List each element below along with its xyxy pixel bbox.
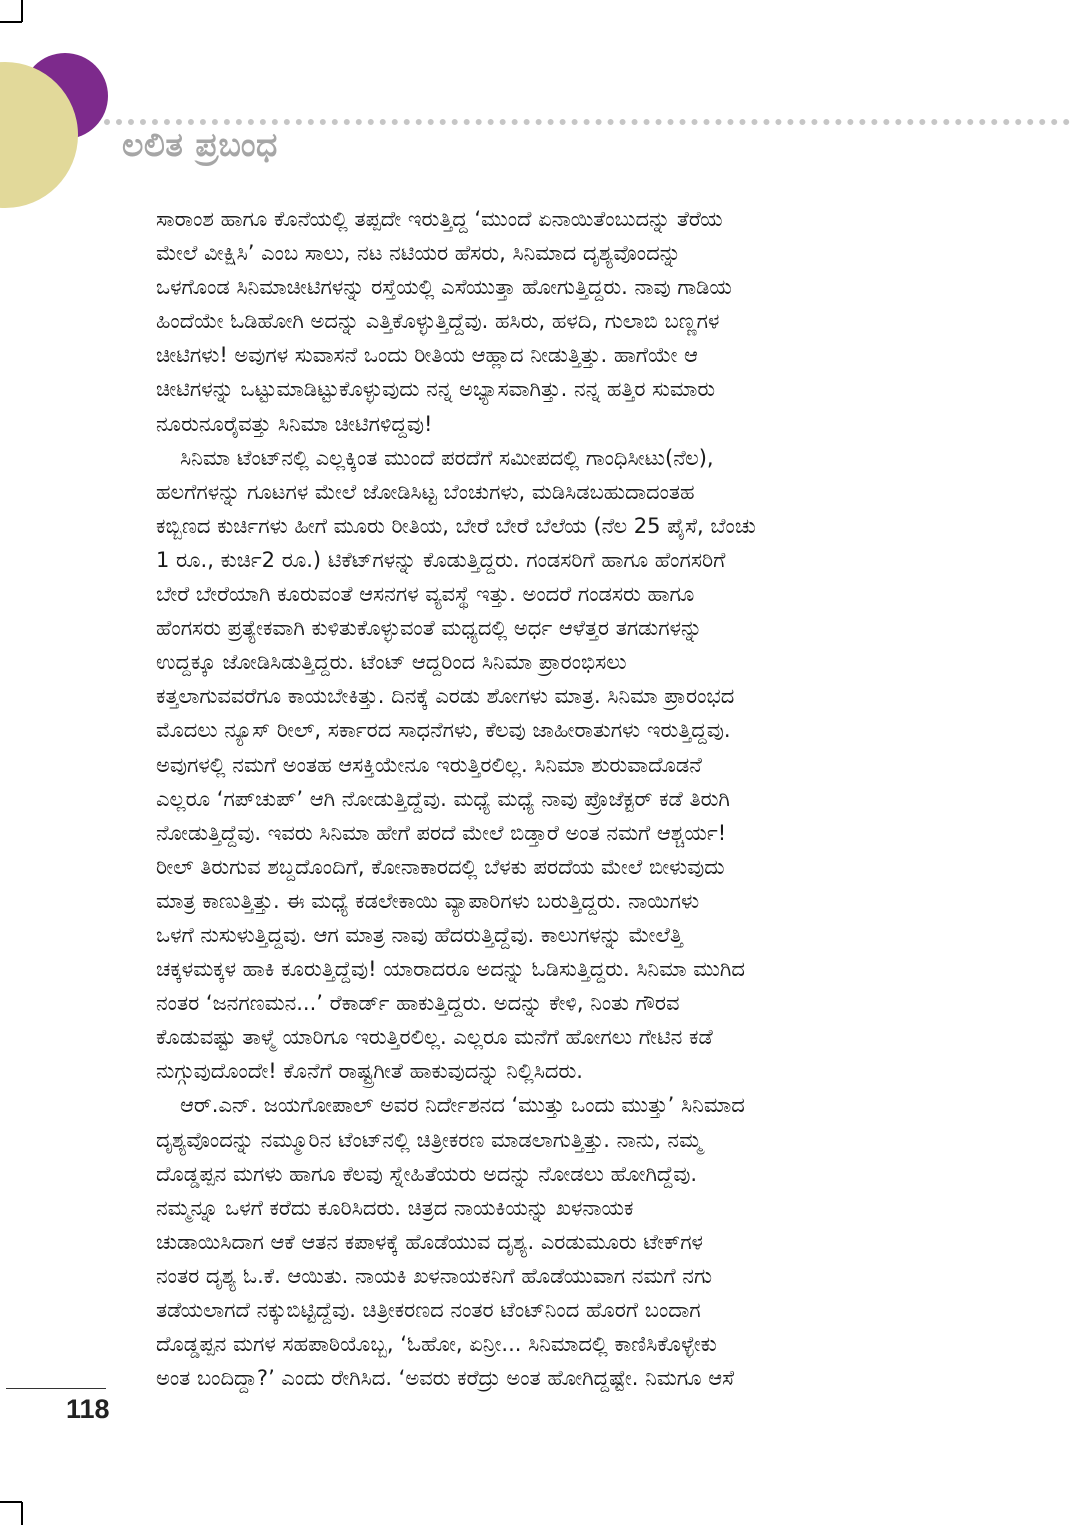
crop-mark-top-vertical (21, 0, 23, 22)
text-line: ಬೇರೆ ಬೇರೆಯಾಗಿ ಕೂರುವಂತೆ ಆಸನಗಳ ವ್ಯವಸ್ಥೆ ಇತ್ತು. ಅಂದರೆ ಗಂಡಸರು ಹಾಗೂ (156, 582, 695, 607)
footer-rule (6, 1388, 106, 1389)
text-line: ಮೊದಲು ನ್ಯೂಸ್ ರೀಲ್, ಸರ್ಕಾರದ ಸಾಧನೆಗಳು, ಕೆಲವು ಜಾಹೀರಾತುಗಳು ಇರುತ್ತಿದ್ದವು. (156, 718, 731, 743)
text-line: ಹಲಗೆಗಳನ್ನು ಗೂಟಗಳ ಮೇಲೆ ಜೋಡಿಸಿಟ್ಟ ಬೆಂಚುಗಳು, ಮಡಿಸಿಡಬಹುದಾದಂತಹ (156, 479, 695, 504)
crop-mark-bottom-horizontal (0, 1501, 22, 1503)
text-line: ಹೆಂಗಸರು ಪ್ರತ್ಯೇಕವಾಗಿ ಕುಳಿತುಕೊಳ್ಳುವಂತೆ ಮಧ್ಯದಲ್ಲಿ ಅರ್ಧ ಆಳೆತ್ತರ ತಗಡುಗಳನ್ನು (156, 616, 703, 641)
text-line: ಚಕ್ಕಳಮಕ್ಕಳ ಹಾಕಿ ಕೂರುತ್ತಿದ್ದೆವು! ಯಾರಾದರೂ ಅದನ್ನು ಓಡಿಸುತ್ತಿದ್ದರು. ಸಿನಿಮಾ ಮುಗಿದ (156, 957, 745, 982)
text-line: ನುಗ್ಗುವುದೊಂದೇ! ಕೊನೆಗೆ ರಾಷ್ಟ್ರಗೀತೆ ಹಾಕುವುದನ್ನು ನಿಲ್ಲಿಸಿದರು. (156, 1059, 583, 1084)
text-line: ನಮ್ಮನ್ನೂ ಒಳಗೆ ಕರೆದು ಕೂರಿಸಿದರು. ಚಿತ್ರದ ನಾಯಕಿಯನ್ನು ಖಳನಾಯಕ (156, 1195, 634, 1220)
text-line: 1 ರೂ., ಕುರ್ಚಿ2 ರೂ.) ಟಿಕೆಟ್‌ಗಳನ್ನು ಕೊಡುತ್ತಿದ್ದರು. ಗಂಡಸರಿಗೆ ಹಾಗೂ ಹೆಂಗಸರಿಗೆ (156, 547, 726, 572)
text-line: ನೋಡುತ್ತಿದ್ದೆವು. ಇವರು ಸಿನಿಮಾ ಹೇಗೆ ಪರದೆ ಮೇಲೆ ಬಿಡ್ತಾರೆ ಅಂತ ನಮಗೆ ಆಶ್ಚರ್ಯ! (156, 820, 727, 845)
text-line: ಎಲ್ಲರೂ ‘ಗಪ್‌ಚುಪ್’ ಆಗಿ ನೋಡುತ್ತಿದ್ದೆವು. ಮಧ್ಯೆ ಮಧ್ಯೆ ನಾವು ಪ್ರೊಜೆಕ್ಟರ್ ಕಡೆ ತಿರುಗಿ (156, 786, 730, 811)
text-line: ಒಳಗೊಂಡ ಸಿನಿಮಾಚೀಟಿಗಳನ್ನು ರಸ್ತೆಯಲ್ಲಿ ಎಸೆಯುತ್ತಾ ಹೋಗುತ್ತಿದ್ದರು. ನಾವು ಗಾಡಿಯ (156, 275, 732, 300)
text-line: ನಂತರ ‘ಜನಗಣಮನ...’ ರೆಕಾರ್ಡ್ ಹಾಕುತ್ತಿದ್ದರು. ಅದನ್ನು ಕೇಳಿ, ನಿಂತು ಗೌರವ (156, 991, 680, 1016)
text-line: ಚೀಟಿಗಳು! ಅವುಗಳ ಸುವಾಸನೆ ಒಂದು ರೀತಿಯ ಆಹ್ಲಾದ ನೀಡುತ್ತಿತ್ತು. ಹಾಗೆಯೇ ಆ (156, 343, 698, 368)
text-line: ರೀಲ್ ತಿರುಗುವ ಶಬ್ದದೊಂದಿಗೆ, ಕೋನಾಕಾರದಲ್ಲಿ ಬೆಳಕು ಪರದೆಯ ಮೇಲೆ ಬೀಳುವುದು (156, 854, 725, 879)
text-line: ದೊಡ್ಡಪ್ಪನ ಮಗಳು ಹಾಗೂ ಕೆಲವು ಸ್ನೇಹಿತೆಯರು ಅದನ್ನು ನೋಡಲು ಹೋಗಿದ್ದೆವು. (156, 1161, 698, 1186)
text-line: ಕೊಡುವಷ್ಟು ತಾಳ್ಮೆ ಯಾರಿಗೂ ಇರುತ್ತಿರಲಿಲ್ಲ. ಎಲ್ಲರೂ ಮನೆಗೆ ಹೋಗಲು ಗೇಟಿನ ಕಡೆ (156, 1025, 713, 1050)
paragraph-first-line: ಸಿನಿಮಾ ಟೆಂಟ್‌ನಲ್ಲಿ ಎಲ್ಲಕ್ಕಿಂತ ಮುಂದೆ ಪರದೆಗೆ ಸಮೀಪದಲ್ಲಿ ಗಾಂಧಿಸೀಟು(ನೆಲ), (180, 445, 714, 470)
text-line: ಸಾರಾಂಶ ಹಾಗೂ ಕೊನೆಯಲ್ಲಿ ತಪ್ಪದೇ ಇರುತ್ತಿದ್ದ ‘ಮುಂದೆ ಏನಾಯಿತೆಂಬುದನ್ನು ತೆರೆಯ (156, 207, 723, 231)
text-line: ಚೀಟಿಗಳನ್ನು ಒಟ್ಟುಮಾಡಿಟ್ಟುಕೊಳ್ಳುವುದು ನನ್ನ ಅಭ್ಯಾಸವಾಗಿತ್ತು. ನನ್ನ ಹತ್ತಿರ ಸುಮಾರು (156, 377, 716, 402)
text-line: ಉದ್ದಕ್ಕೂ ಜೋಡಿಸಿಡುತ್ತಿದ್ದರು. ಟೆಂಟ್ ಆದ್ದರಿಂದ ಸಿನಿಮಾ ಪ್ರಾರಂಭಿಸಲು (156, 650, 627, 675)
crop-mark-top-horizontal (0, 21, 22, 23)
text-line: ಹಿಂದೆಯೇ ಓಡಿಹೋಗಿ ಅದನ್ನು ಎತ್ತಿಕೊಳ್ಳುತ್ತಿದ್ದೆವು. ಹಸಿರು, ಹಳದಿ, ಗುಲಾಬಿ ಬಣ್ಣಗಳ (156, 309, 720, 334)
text-line: ಅವುಗಳಲ್ಲಿ ನಮಗೆ ಅಂತಹ ಆಸಕ್ತಿಯೇನೂ ಇರುತ್ತಿರಲಿಲ್ಲ. ಸಿನಿಮಾ ಶುರುವಾದೊಡನೆ (156, 752, 702, 777)
text-line: ದೃಶ್ಯವೊಂದನ್ನು ನಮ್ಮೂರಿನ ಟೆಂಟ್‌ನಲ್ಲಿ ಚಿತ್ರೀಕರಣ ಮಾಡಲಾಗುತ್ತಿತ್ತು. ನಾನು, ನಮ್ಮ (156, 1127, 702, 1152)
text-line: ಒಳಗೆ ನುಸುಳುತ್ತಿದ್ದವು. ಆಗ ಮಾತ್ರ ನಾವು ಹೆದರುತ್ತಿದ್ದೆವು. ಕಾಲುಗಳನ್ನು ಮೇಲೆತ್ತಿ (156, 922, 683, 947)
page-number: 118 (66, 1394, 110, 1424)
text-line: ಚುಡಾಯಿಸಿದಾಗ ಆಕೆ ಆತನ ಕಪಾಳಕ್ಕೆ ಹೊಡೆಯುವ ದೃಶ್ಯ. ಎರಡುಮೂರು ಟೇಕ್‌ಗಳ (156, 1229, 703, 1254)
section-title: ಲಲಿತ ಪ್ರಬಂಧ (122, 125, 278, 164)
text-line: ಮೇಲೆ ವೀಕ್ಷಿಸಿ’ ಎಂಬ ಸಾಲು, ನಟ ನಟಿಯರ ಹೆಸರು, ಸಿನಿಮಾದ ದೃಶ್ಯವೊಂದನ್ನು (156, 241, 681, 266)
paragraph-first-line: ಆರ್.ಎನ್. ಜಯಗೋಪಾಲ್ ಅವರ ನಿರ್ದೇಶನದ ‘ಮುತ್ತು ಒಂದು ಮುತ್ತು’ ಸಿನಿಮಾದ (180, 1093, 745, 1118)
text-line: ಕತ್ತಲಾಗುವವರೆಗೂ ಕಾಯಬೇಕಿತ್ತು. ದಿನಕ್ಕೆ ಎರಡು ಶೋಗಳು ಮಾತ್ರ. ಸಿನಿಮಾ ಪ್ರಾರಂಭದ (156, 684, 735, 709)
text-line: ಮಾತ್ರ ಕಾಣುತ್ತಿತ್ತು. ಈ ಮಧ್ಯೆ ಕಡಲೇಕಾಯಿ ವ್ಯಾಪಾರಿಗಳು ಬರುತ್ತಿದ್ದರು. ನಾಯಿಗಳು (156, 888, 700, 913)
body-text (156, 202, 900, 1395)
text-line: ಅಂತ ಬಂದಿದ್ದಾ?’ ಎಂದು ರೇಗಿಸಿದ. ‘ಅವರು ಕರೆದ್ರು ಅಂತ ಹೋಗಿದ್ದಷ್ಟೇ. ನಿಮಗೂ ಆಸೆ (156, 1366, 735, 1391)
text-line: ದೊಡ್ಡಪ್ಪನ ಮಗಳ ಸಹಪಾಠಿಯೊಬ್ಬ, ‘ಓಹೋ, ಏನ್ರೀ... ಸಿನಿಮಾದಲ್ಲಿ ಕಾಣಿಸಿಕೊಳ್ಳೇಕು (156, 1332, 717, 1357)
text-line: ತಡೆಯಲಾಗದೆ ನಕ್ಕುಬಿಟ್ಟಿದ್ದೆವು. ಚಿತ್ರೀಕರಣದ ನಂತರ ಟೆಂಟ್‌ನಿಂದ ಹೊರಗೆ ಬಂದಾಗ (156, 1298, 701, 1322)
text-line: ನಂತರ ದೃಶ್ಯ ಓ.ಕೆ. ಆಯಿತು. ನಾಯಕಿ ಖಳನಾಯಕನಿಗೆ ಹೊಡೆಯುವಾಗ ನಮಗೆ ನಗು (156, 1263, 713, 1288)
crop-mark-bottom-vertical (21, 1502, 23, 1525)
text-line: ಕಬ್ಬಿಣದ ಕುರ್ಚಿಗಳು ಹೀಗೆ ಮೂರು ರೀತಿಯ, ಬೇರೆ ಬೇರೆ ಬೆಲೆಯ (ನೆಲ 25 ಪೈಸೆ, ಬೆಂಚು (156, 513, 756, 538)
text-line: ನೂರುನೂರೈವತ್ತು ಸಿನಿಮಾ ಚೀಟಿಗಳಿದ್ದವು! (156, 411, 433, 436)
